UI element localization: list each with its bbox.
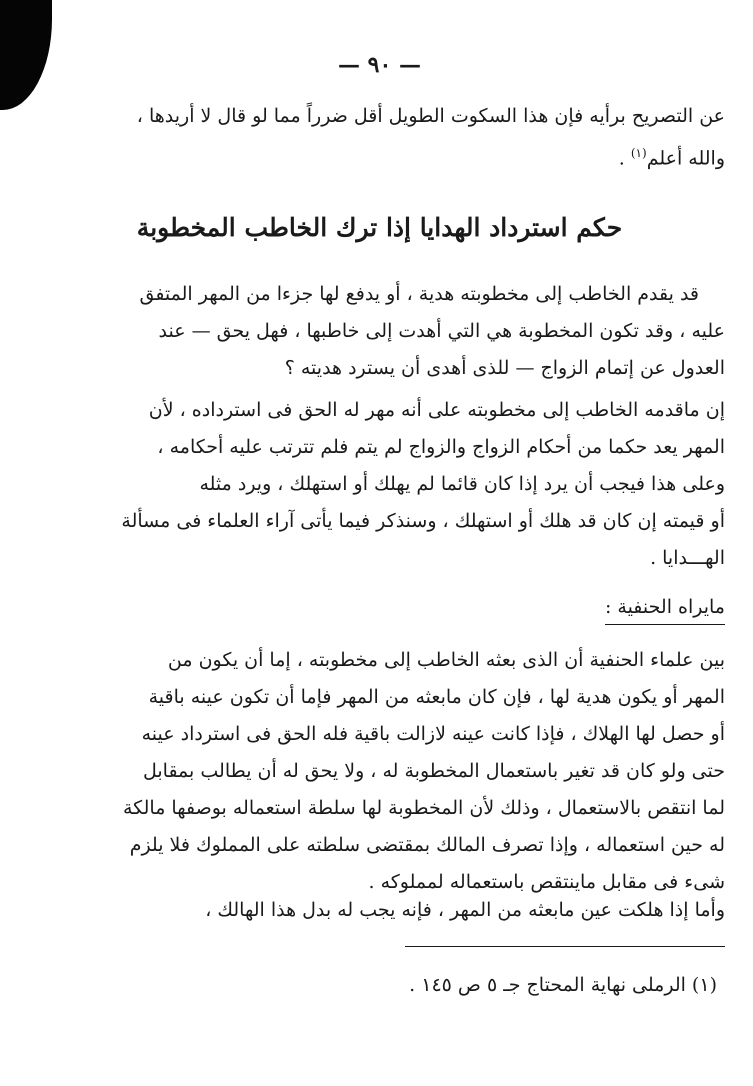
- text-line: المهر أو يكون هدية لها ، فإن كان مابعثه من المهر فإما أن تكون عينه باقية: [148, 686, 725, 708]
- footnote-marker: (١): [630, 146, 647, 160]
- subheading-hanafi: مايراه الحنفية :: [605, 592, 725, 625]
- text-line: وعلى هذا فيجب أن يرد إذا كان قائما لم يهلك أو استهلك ، ويرد مثله: [199, 473, 725, 495]
- footnote: (١) الرملى نهاية المحتاج جـ ٥ ص ١٤٥ .: [409, 974, 717, 996]
- text-line: قد يقدم الخاطب إلى مخطوبته هدية ، أو يدفع لها جزءا من المهر المتفق: [139, 283, 699, 305]
- book-page: [34, 0, 725, 1086]
- text-line: أو قيمته إن كان قد هلك أو استهلك ، وسنذكر فيما يأتى آراء العلماء فى مسألة: [121, 510, 725, 532]
- continuation-line: [34, 135, 725, 172]
- subheading-container: [605, 592, 725, 625]
- text-line: حتى ولو كان قد تغير باستعمال المخطوبة له ، ولا يحق له أن يطالب بمقابل: [142, 760, 725, 782]
- section-title: حكم استرداد الهدايا إذا ترك الخاطب المخطوبة: [136, 213, 623, 242]
- text-line: لما انتقص بالاستعمال ، وذلك لأن المخطوبة لها سلطة استعماله بوصفها مالكة: [122, 797, 725, 819]
- paragraph-3: [34, 642, 725, 901]
- text-line: الهـــدايا .: [650, 547, 725, 569]
- paragraph-1: [34, 276, 725, 387]
- continuation-line-end: .: [618, 147, 631, 170]
- text-line: عليه ، وقد تكون المخطوبة هي التي أهدت إلى خاطبها ، فهل يحق — عند: [158, 320, 725, 342]
- page-number: — ٩٠ —: [338, 52, 421, 78]
- continuation-text: [34, 98, 725, 172]
- text-line: شىء فى مقابل ماينتقص باستعماله لمملوكه .: [368, 871, 725, 893]
- text-line: أو حصل لها الهلاك ، فإذا كانت عينه لازالت باقية فله الحق فى استرداد عينه: [141, 723, 725, 745]
- footnote-divider: [405, 946, 725, 947]
- text-line: إن ماقدمه الخاطب إلى مخطوبته على أنه مهر له الحق فى استرداده ، لأن: [148, 399, 725, 421]
- text-line: المهر يعد حكما من أحكام الزواج والزواج لم يتم فلم تترتب عليه أحكامه ،: [157, 436, 725, 458]
- continuation-line-text: والله أعلم: [646, 147, 725, 170]
- text-line: بين علماء الحنفية أن الذى بعثه الخاطب إلى مخطوبته ، إما أن يكون من: [167, 649, 725, 671]
- text-line: العدول عن إتمام الزواج — للذى أهدى أن يسترد هديته ؟: [284, 357, 725, 379]
- text-line: وأما إذا هلكت عين مابعثه من المهر ، فإنه يجب له بدل هذا الهالك ،: [205, 899, 725, 921]
- continuation-line: عن التصريح برأيه فإن هذا السكوت الطويل أقل ضرراً مما لو قال لا أريدها ،: [136, 105, 725, 127]
- text-line: له حين استعماله ، وإذا تصرف المالك بمقتضى سلطته على المملوك فلا يلزم: [129, 834, 725, 856]
- paragraph-2: [34, 392, 725, 577]
- paragraph-4: [34, 892, 725, 929]
